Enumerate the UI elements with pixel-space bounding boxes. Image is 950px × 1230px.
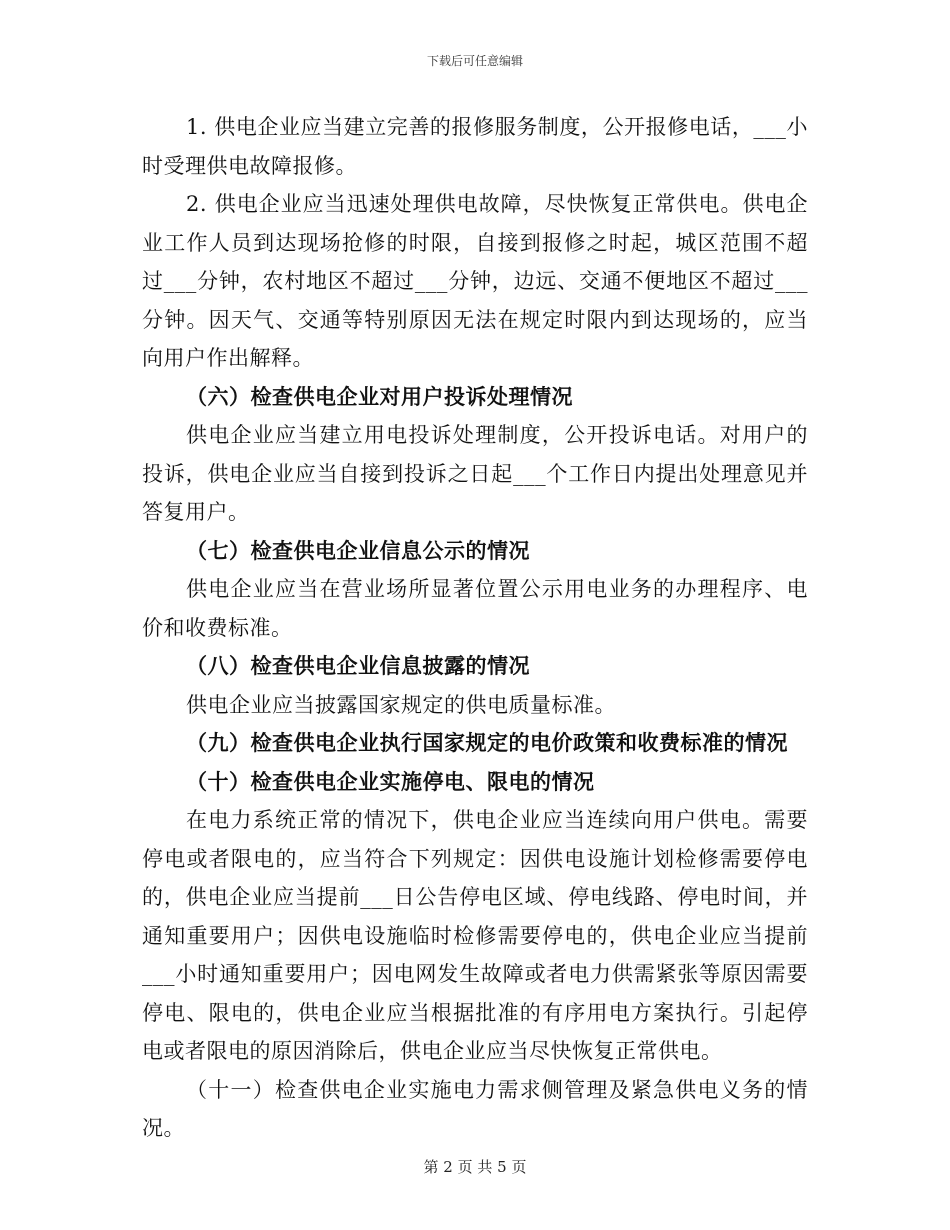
page-header-note: 下载后可任意编辑 [426,54,523,68]
paragraph-public-notice: 供电企业应当在营业场所显著位置公示用电业务的办理程序、电价和收费标准。 [142,577,808,640]
paragraph-outages: 在电力系统正常的情况下，供电企业应当连续向用户供电。需要停电或者限电的，应当符合下列规定：因供电设施计划检修需要停电的，供电企业应当提前___日公告停电区域、停电线路、停电时间，并通知重要用户；因供电设施临时检修需要停电的，供电企业应当提前___小时通知重要用户；因电网发生故障或者电力供需紧张等原因需要停电、限电的，供电企业应当根据批准的有序用电方案执行。引起停电或者限电的原因消除后，供电企业应当尽快恢复正常供电。 [142,808,808,1063]
paragraph-complaints: 供电企业应当建立用电投诉处理制度，公开投诉电话。对用户的投诉，供电企业应当自接到投诉之日起___个工作日内提出处理意见并答复用户。 [142,423,808,524]
section-heading-9: （九）检查供电企业执行国家规定的电价政策和收费标准的情况 [186,730,788,755]
document-body [142,108,808,1148]
page-number: 第 2 页 共 5 页 [423,1158,527,1176]
paragraph-repair-hotline: 1. 供电企业应当建立完善的报修服务制度，公开报修电话，___小时受理供电故障报修。 [142,115,808,178]
section-heading-8: （八）检查供电企业信息披露的情况 [186,653,530,678]
section-heading-7: （七）检查供电企业信息公示的情况 [186,537,530,563]
paragraph-fault-handling: 2. 供电企业应当迅速处理供电故障，尽快恢复正常供电。供电企业工作人员到达现场抢修的时限，自接到报修之时起，城区范围不超过___分钟，农村地区不超过___分钟，边远、交通不便地区不超过___分钟。因天气、交通等特别原因无法在规定时限内到达现场的，应当向用户作出解释。 [142,192,808,370]
section-heading-6: （六）检查供电企业对用户投诉处理情况 [186,383,573,409]
paragraph-section-11: （十一）检查供电企业实施电力需求侧管理及紧急供电义务的情况。 [142,1077,808,1140]
paragraph-disclosure: 供电企业应当披露国家规定的供电质量标准。 [186,692,616,717]
section-heading-10: （十）检查供电企业实施停电、限电的情况 [186,768,595,794]
